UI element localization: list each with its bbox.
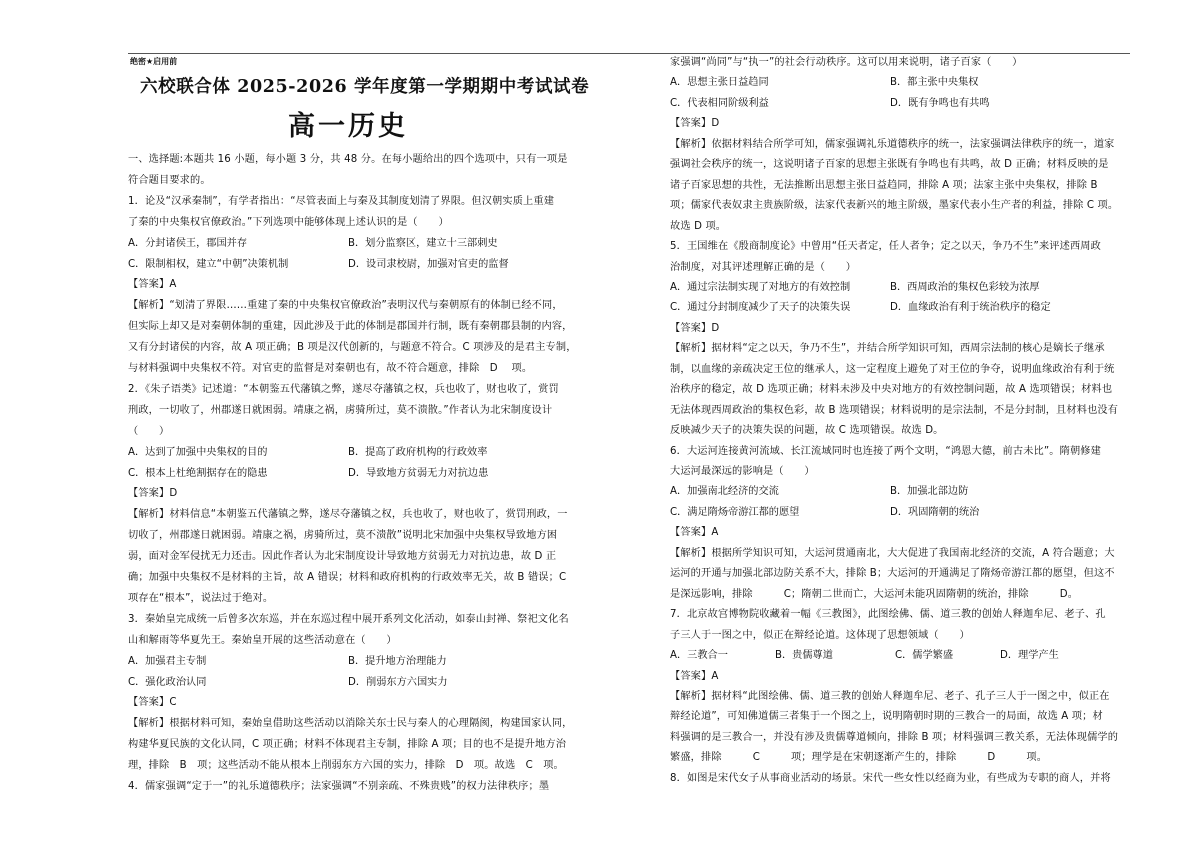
option-item: D．设司隶校尉，加强对官吏的监督 — [348, 258, 509, 270]
text-line: 家强调“尚同”与“执一”的社会行动秩序。这可以用来说明，诸子百家（ ） — [670, 57, 1023, 68]
option-item: A．加强君主专制 — [128, 655, 207, 667]
text-line: 反映减少天子的决策失误的问题，故 C 选项错误。故选 D。 — [670, 425, 944, 437]
text-line: 理，排除 B 项；这些活动不能从根本上削弱东方六国的实力，排除 D 项。故选 C 项。 — [128, 760, 564, 772]
text-line: 2．《朱子语类》记述道：“本朝鉴五代藩镇之弊，遂尽夺藩镇之权，兵也收了，财也收了，赏罚 — [128, 383, 559, 395]
text-line: 项存在“根本”，说法过于绝对。 — [128, 592, 274, 604]
text-line: 确；加强中央集权不是材料的主旨，故 A 错误；材料和政府机构的行政效率无关，故 B 错误；C — [128, 572, 567, 583]
text-line: 3．秦始皇完成统一后曾多次东巡，并在东巡过程中展开系列文化活动，如泰山封禅、祭祀文化名 — [128, 613, 569, 625]
option-item: D．既有争鸣也有共鸣 — [890, 97, 990, 109]
text-line: 【解析】据材料“定之以天，争乃不生”，并结合所学知识可知，西周宗法制的核心是嫡长子继承 — [670, 343, 1105, 355]
top-rule — [128, 53, 1130, 54]
option-item: C．限制相权，建立“中朝”决策机制 — [128, 258, 289, 270]
text-line: 【解析】材料信息“本朝鉴五代藩镇之弊，遂尽夺藩镇之权，兵也收了，财也收了，赏罚刑政，一 — [128, 509, 568, 521]
text-line: 6．大运河连接黄河流域、长江流域同时也连接了两个文明，“鸿恩大德，前古未比”。隋朝修建 — [670, 445, 1101, 457]
option-item: D．理学产生 — [1000, 650, 1059, 662]
text-line: 【答案】D — [128, 488, 178, 500]
text-line: 料强调的是三教合一，并没有涉及贵儒尊道倾向，排除 B 项；材料强调三教关系，无法体现儒学的 — [670, 731, 1119, 743]
text-line: 与材料强调中央集权不符。对官吏的监督是对秦朝也有，故不符合题意，排除 D 项。 — [128, 363, 533, 374]
option-item: C．强化政治认同 — [128, 676, 207, 688]
subject-title: 高一历史 — [288, 111, 408, 142]
option-item: B．提升地方治理能力 — [348, 655, 447, 667]
text-line: 符合题目要求的。 — [128, 174, 211, 186]
exam-title: 六校联合体 2025-2026 学年度第一学期期中考试试卷 — [140, 77, 590, 97]
option-item: C．代表相同阶级利益 — [670, 97, 769, 109]
text-line: 山和解雨等华夏先王。秦始皇开展的这些活动意在（ ） — [128, 634, 397, 646]
option-item: B．加强北部边防 — [890, 486, 969, 498]
option-item: D．巩固隋朝的统治 — [890, 506, 980, 518]
text-line: 【答案】A — [670, 527, 719, 539]
text-line: 治秩序的稳定，故 D 选项正确；材料未涉及中央对地方的有效控制问题，故 A 选项错误；材料也 — [670, 384, 1113, 396]
option-item: B．贵儒尊道 — [775, 650, 833, 662]
text-line: 【解析】根据材料可知，秦始皇借助这些活动以消除关东士民与秦人的心理隔阂，构建国家认同， — [128, 718, 573, 730]
text-line: 运河的开通与加强北部边防关系不大，排除 B；大运河的开通满足了隋炀帝游江都的愿望，但这不 — [670, 568, 1115, 580]
option-item: A．加强南北经济的交流 — [670, 486, 779, 498]
text-line: 了秦的中央集权官僚政治。”下列选项中能够体现上述认识的是（ ） — [128, 216, 449, 228]
option-item: B．西周政治的集权色彩较为浓厚 — [890, 281, 1040, 293]
option-item: A．达到了加强中央集权的目的 — [128, 446, 268, 458]
text-line: 强调社会秩序的统一，这说明诸子百家的思想主张既有争鸣也有共鸣，故 D 正确；材料反映的是 — [670, 159, 1109, 171]
text-line: 8．如图是宋代女子从事商业活动的场景。宋代一些女性以经商为业，有些成为专职的商人，并将 — [670, 772, 1111, 784]
text-line: 但实际上却又是对秦朝体制的重建，因此涉及于此的体制是郡国并行制，既有秦朝郡县制的内容， — [128, 321, 573, 333]
text-line: 是深远影响，排除 C；隋朝二世而亡，大运河未能巩固隋朝的统治，排除 D。 — [670, 588, 1079, 600]
text-line: 7．北京故宫博物院收藏着一幅《三教图》，此图绘佛、儒、道三教的创始人释迦牟尼、老子、孔 — [670, 609, 1106, 621]
text-line: 【解析】根据所学知识可知，大运河贯通南北，大大促进了我国南北经济的交流，A 符合题意；大 — [670, 547, 1115, 559]
text-line: 弱，面对金军侵扰无力还击。因此作者认为北宋制度设计导致地方贫弱无力对抗边患，故 D 正 — [128, 551, 557, 563]
text-line: 刑政，一切收了，州郡遂日就困弱。靖康之祸，虏骑所过，莫不溃散。”作者认为北宋制度设计 — [128, 404, 553, 416]
option-item: A．分封诸侯王，郡国并存 — [128, 237, 248, 249]
option-item: B．划分监察区，建立十三部刺史 — [348, 237, 498, 249]
option-item: D．导致地方贫弱无力对抗边患 — [348, 467, 489, 479]
option-item: A．思想主张日益趋同 — [670, 77, 769, 89]
text-line: 诸子百家思想的共性，无法推断出思想主张日益趋同，排除 A 项；法家主张中央集权，排除 B — [670, 179, 1098, 191]
text-line: 繁盛，排除 C 项；理学是在宋朝逐渐产生的，排除 D 项。 — [670, 752, 1048, 764]
text-line: 【答案】D — [670, 118, 720, 130]
text-line: 大运河最深远的影响是（ ） — [670, 466, 815, 477]
text-line: 项；儒家代表奴隶主贵族阶级，法家代表新兴的地主阶级，墨家代表小生产者的利益，排除 C 项。 — [670, 200, 1119, 212]
secret-label: 绝密★启用前 — [130, 57, 178, 66]
text-line: 【答案】D — [670, 322, 720, 334]
text-line: 无法体现西周政治的集权色彩，故 B 选项错误；材料说明的是宗法制，不是分封制，且材料也没有 — [670, 404, 1119, 416]
text-line: 【解析】“划清了界限……重建了秦的中央集权官僚政治”表明汉代与秦朝原有的体制已经不同， — [128, 300, 563, 312]
option-item: C．满足隋炀帝游江都的愿望 — [670, 506, 800, 518]
text-line: 5．王国维在《殷商制度论》中曾用“任天者定，任人者争；定之以天，争乃不生”来评述西周政 — [670, 241, 1101, 253]
text-line: 一、选择题:本题共 16 小题，每小题 3 分，共 48 分。在每小题给出的四个选项中，只有一项是 — [128, 154, 568, 165]
text-line: 4．儒家强调“定于一”的礼乐道德秩序；法家强调“不别亲疏、不殊贵贱”的权力法律秩序；墨 — [128, 781, 550, 792]
text-line: 制，以血缘的亲疏决定王位的继承人，这一定程度上避免了对王位的争夺，说明血缘政治有利于统 — [670, 363, 1115, 375]
text-line: 【答案】A — [670, 670, 719, 682]
option-item: B．都主张中央集权 — [890, 77, 979, 89]
option-item: A．三教合一 — [670, 650, 728, 662]
text-line: 辩经论道”，可知佛道儒三者集于一个图之上，说明隋朝时期的三教合一的局面，故选 A 项；材 — [670, 711, 1103, 723]
text-line: 治制度，对其评述理解正确的是（ ） — [670, 261, 857, 273]
option-item: C．根本上杜绝割据存在的隐患 — [128, 467, 268, 479]
text-line: 又有分封诸侯的内容，故 A 项正确；B 项是汉代创新的，与题意不符合。C 项涉及的是君主专制， — [128, 342, 577, 354]
option-item: D．削弱东方六国实力 — [348, 676, 448, 688]
text-line: 构建华夏民族的文化认同，C 项正确；材料不体现君主专制，排除 A 项；目的也不是提升地方治 — [128, 739, 567, 751]
option-item: C．通过分封制度减少了天子的决策失误 — [670, 302, 851, 314]
text-line: 【解析】据材料“此图绘佛、儒、道三教的创始人释迦牟尼、老子、孔子三人于一图之中，似正在 — [670, 690, 1110, 702]
option-item: B．提高了政府机构的行政效率 — [348, 446, 488, 458]
text-line: 子三人于一图之中，似正在辩经论道。这体现了思想领域（ ） — [670, 629, 970, 641]
text-line: （ ） — [128, 425, 170, 437]
option-item: D．血缘政治有利于统治秩序的稳定 — [890, 302, 1051, 314]
text-line: 1．论及“汉承秦制”，有学者指出：“尽管表面上与秦及其制度划清了界限。但汉朝实质上重建 — [128, 195, 555, 207]
text-line: 【解析】依据材料结合所学可知，儒家强调礼乐道德秩序的统一，法家强调法律秩序的统一，道家 — [670, 138, 1115, 150]
text-line: 【答案】C — [128, 697, 177, 709]
option-item: C．儒学繁盛 — [895, 650, 954, 662]
option-item: A．通过宗法制实现了对地方的有效控制 — [670, 281, 851, 293]
text-line: 【答案】A — [128, 279, 177, 291]
text-line: 故选 D 项。 — [670, 220, 727, 232]
text-line: 切收了，州郡遂日就困弱。靖康之祸，虏骑所过，莫不溃散”说明北宋加强中央集权导致地方困 — [128, 530, 558, 542]
